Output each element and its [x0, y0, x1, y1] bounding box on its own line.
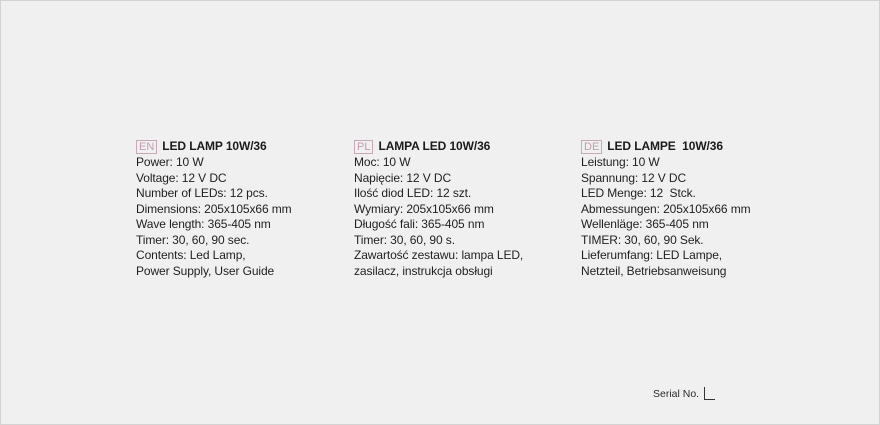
spec-line: Wave length: 365-405 nm	[136, 217, 271, 231]
spec-line: Spannung: 12 V DC	[581, 170, 687, 185]
spec-line: Ilość diod LED: 12 szt.	[354, 186, 472, 200]
column-header	[581, 139, 751, 155]
spec-line: Timer: 30, 60, 90 sec.	[136, 232, 250, 247]
serial-number-label: Serial No.	[653, 388, 700, 400]
language-badge-pl: PL	[354, 140, 373, 154]
spec-line: Voltage: 12 V DC	[136, 170, 227, 185]
spec-line: Contents: Led Lamp,	[136, 248, 246, 262]
spec-line: Długość fali: 365-405 nm	[354, 217, 485, 231]
spec-line: Power Supply, User Guide	[136, 263, 275, 278]
spec-line: Dimensions: 205x105x66 mm	[136, 201, 292, 216]
spec-line: zasilacz, instrukcja obsługi	[354, 263, 493, 278]
spec-line: Number of LEDs: 12 pcs.	[136, 186, 268, 200]
spec-line: Wymiary: 205x105x66 mm	[354, 201, 494, 216]
product-title-de: LED LAMPE 10W/36	[607, 139, 723, 154]
product-title-en: LED LAMP 10W/36	[162, 139, 267, 154]
spec-line: LED Menge: 12 Stck.	[581, 186, 696, 200]
spec-line: Timer: 30, 60, 90 s.	[354, 232, 455, 247]
language-badge-de: DE	[581, 140, 602, 154]
serial-number-box[interactable]	[704, 387, 715, 400]
serial-number-field	[653, 387, 715, 400]
spec-line: Moc: 10 W	[354, 155, 411, 169]
column-polish	[354, 139, 523, 279]
column-header	[354, 139, 523, 155]
spec-line: Abmessungen: 205x105x66 mm	[581, 201, 751, 216]
product-title-pl: LAMPA LED 10W/36	[378, 139, 491, 154]
column-header	[136, 139, 292, 155]
spec-line: Napięcie: 12 V DC	[354, 170, 452, 185]
spec-line: Wellenläge: 365-405 nm	[581, 217, 709, 231]
language-badge-en: EN	[136, 140, 157, 154]
column-german	[581, 139, 751, 279]
spec-line: Leistung: 10 W	[581, 155, 660, 169]
spec-line: Power: 10 W	[136, 155, 204, 169]
spec-line: Netzteil, Betriebsanweisung	[581, 263, 727, 278]
spec-line: Zawartość zestawu: lampa LED,	[354, 248, 524, 262]
column-english	[136, 139, 292, 279]
spec-line: Lieferumfang: LED Lampe,	[581, 248, 723, 262]
spec-line: TIMER: 30, 60, 90 Sek.	[581, 232, 704, 247]
